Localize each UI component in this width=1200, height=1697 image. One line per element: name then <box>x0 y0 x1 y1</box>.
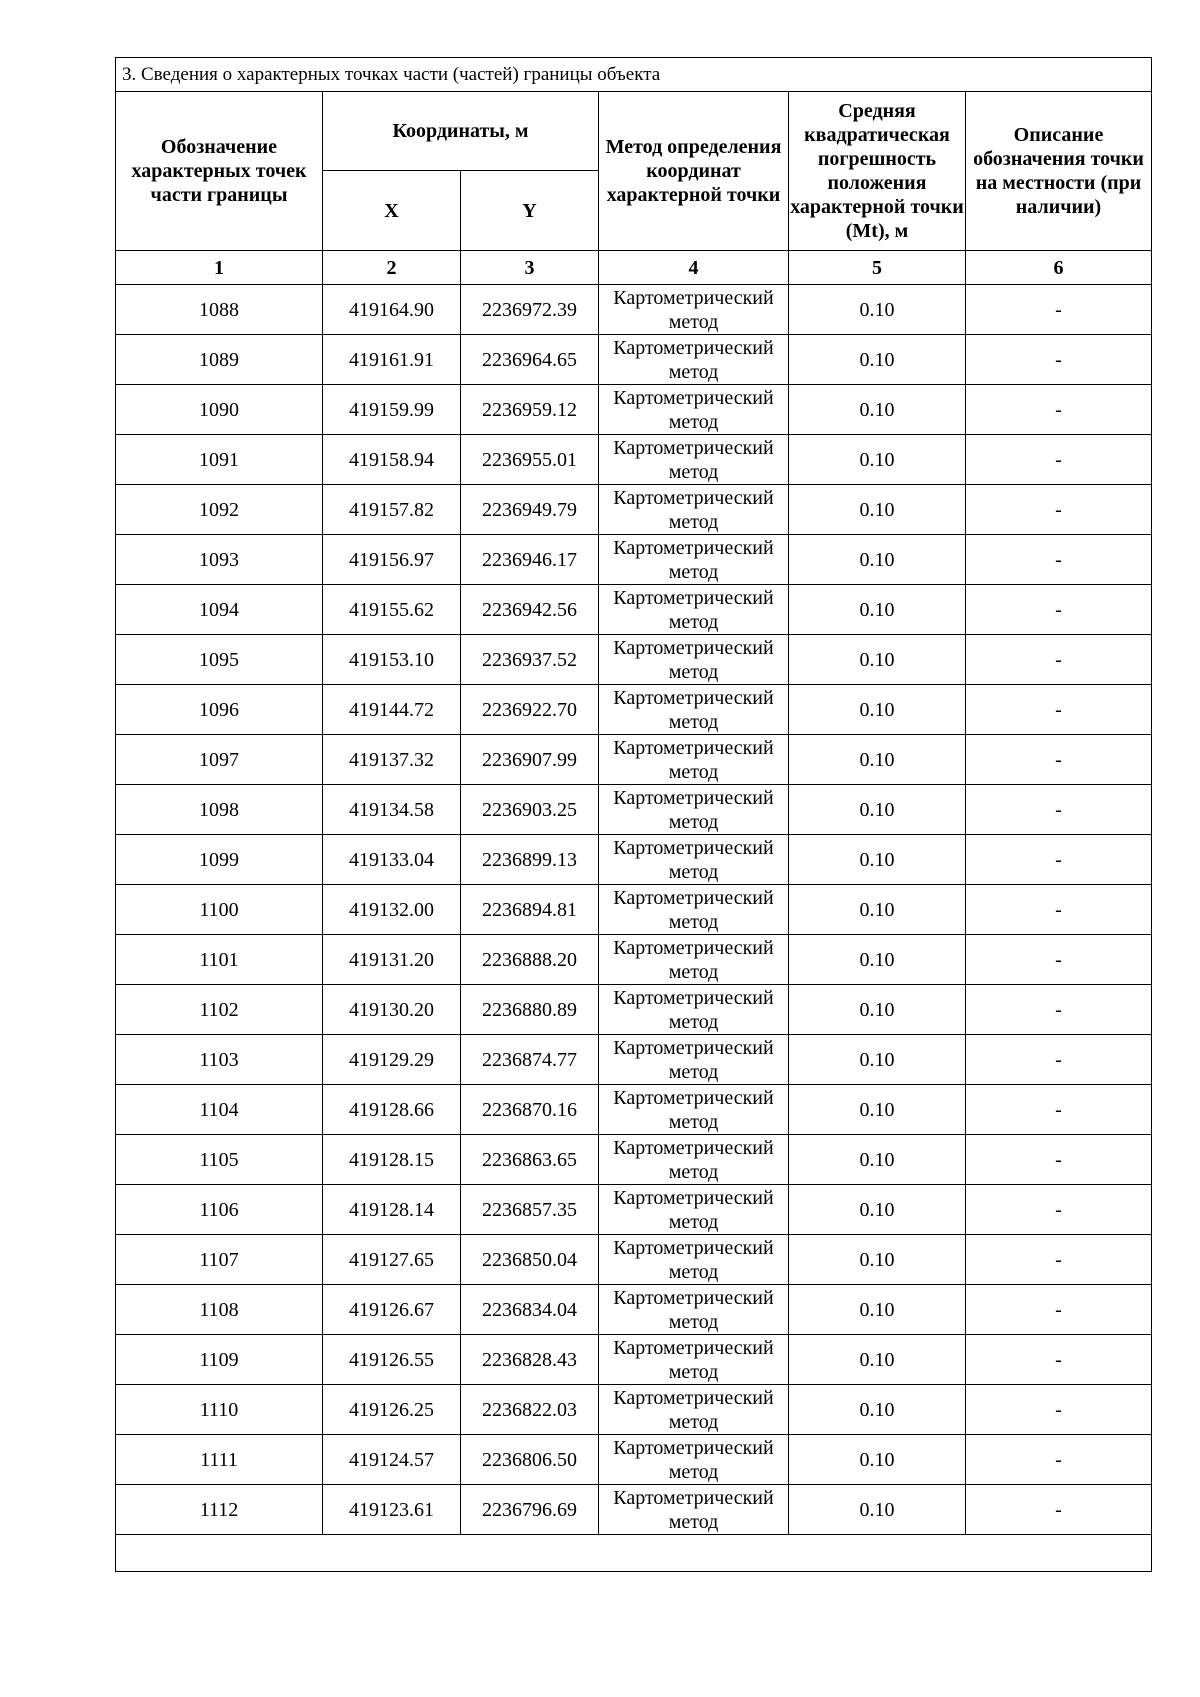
x-coordinate-cell: 419133.04 <box>323 835 461 885</box>
column-number: 4 <box>599 251 789 285</box>
error-cell: 0.10 <box>789 735 966 785</box>
x-coordinate-cell: 419124.57 <box>323 1435 461 1485</box>
method-cell: Картометрический метод <box>599 1485 789 1535</box>
error-cell: 0.10 <box>789 535 966 585</box>
y-coordinate-cell: 2236949.79 <box>461 485 599 535</box>
point-id-cell: 1110 <box>116 1385 323 1435</box>
table-row <box>116 835 1152 885</box>
error-cell: 0.10 <box>789 285 966 335</box>
table-row <box>116 1135 1152 1185</box>
y-coordinate-cell: 2236972.39 <box>461 285 599 335</box>
table-row <box>116 935 1152 985</box>
description-cell: - <box>966 485 1152 535</box>
error-cell: 0.10 <box>789 835 966 885</box>
method-cell: Картометрический метод <box>599 985 789 1035</box>
column-number: 3 <box>461 251 599 285</box>
table-row <box>116 1085 1152 1135</box>
x-coordinate-cell: 419126.55 <box>323 1335 461 1385</box>
header-x: X <box>323 171 461 251</box>
point-id-cell: 1102 <box>116 985 323 1035</box>
point-id-cell: 1089 <box>116 335 323 385</box>
column-number-row <box>116 251 1152 285</box>
point-id-cell: 1112 <box>116 1485 323 1535</box>
table-row <box>116 435 1152 485</box>
method-cell: Картометрический метод <box>599 535 789 585</box>
point-id-cell: 1104 <box>116 1085 323 1135</box>
x-coordinate-cell: 419127.65 <box>323 1235 461 1285</box>
table-row <box>116 735 1152 785</box>
table-row <box>116 685 1152 735</box>
header-y: Y <box>461 171 599 251</box>
y-coordinate-cell: 2236806.50 <box>461 1435 599 1485</box>
y-coordinate-cell: 2236955.01 <box>461 435 599 485</box>
method-cell: Картометрический метод <box>599 1385 789 1435</box>
table-row <box>116 1485 1152 1535</box>
y-coordinate-cell: 2236894.81 <box>461 885 599 935</box>
method-cell: Картометрический метод <box>599 1235 789 1285</box>
y-coordinate-cell: 2236903.25 <box>461 785 599 835</box>
description-cell: - <box>966 1435 1152 1485</box>
table-row <box>116 485 1152 535</box>
error-cell: 0.10 <box>789 385 966 435</box>
table-row <box>116 585 1152 635</box>
point-id-cell: 1094 <box>116 585 323 635</box>
y-coordinate-cell: 2236937.52 <box>461 635 599 685</box>
point-id-cell: 1090 <box>116 385 323 435</box>
table-row <box>116 1285 1152 1335</box>
point-id-cell: 1096 <box>116 685 323 735</box>
x-coordinate-cell: 419137.32 <box>323 735 461 785</box>
point-id-cell: 1099 <box>116 835 323 885</box>
x-coordinate-cell: 419126.25 <box>323 1385 461 1435</box>
method-cell: Картометрический метод <box>599 885 789 935</box>
x-coordinate-cell: 419164.90 <box>323 285 461 335</box>
description-cell: - <box>966 285 1152 335</box>
table-row <box>116 1235 1152 1285</box>
x-coordinate-cell: 419128.15 <box>323 1135 461 1185</box>
method-cell: Картометрический метод <box>599 1135 789 1185</box>
y-coordinate-cell: 2236822.03 <box>461 1385 599 1435</box>
y-coordinate-cell: 2236959.12 <box>461 385 599 435</box>
y-coordinate-cell: 2236870.16 <box>461 1085 599 1135</box>
method-cell: Картометрический метод <box>599 1035 789 1085</box>
header-method: Метод определения координат характерной точки <box>599 92 789 251</box>
point-id-cell: 1107 <box>116 1235 323 1285</box>
description-cell: - <box>966 1385 1152 1435</box>
point-id-cell: 1098 <box>116 785 323 835</box>
method-cell: Картометрический метод <box>599 785 789 835</box>
table-row <box>116 635 1152 685</box>
error-cell: 0.10 <box>789 885 966 935</box>
y-coordinate-cell: 2236796.69 <box>461 1485 599 1535</box>
y-coordinate-cell: 2236850.04 <box>461 1235 599 1285</box>
empty-footer-cell <box>116 1535 1152 1572</box>
y-coordinate-cell: 2236857.35 <box>461 1185 599 1235</box>
method-cell: Картометрический метод <box>599 585 789 635</box>
y-coordinate-cell: 2236922.70 <box>461 685 599 735</box>
error-cell: 0.10 <box>789 785 966 835</box>
error-cell: 0.10 <box>789 1035 966 1085</box>
x-coordinate-cell: 419132.00 <box>323 885 461 935</box>
point-id-cell: 1088 <box>116 285 323 335</box>
y-coordinate-cell: 2236964.65 <box>461 335 599 385</box>
x-coordinate-cell: 419129.29 <box>323 1035 461 1085</box>
method-cell: Картометрический метод <box>599 1435 789 1485</box>
table-row <box>116 1435 1152 1485</box>
description-cell: - <box>966 1485 1152 1535</box>
table-row <box>116 985 1152 1035</box>
x-coordinate-cell: 419128.66 <box>323 1085 461 1135</box>
description-cell: - <box>966 1085 1152 1135</box>
method-cell: Картометрический метод <box>599 935 789 985</box>
table-row <box>116 1035 1152 1085</box>
description-cell: - <box>966 1135 1152 1185</box>
error-cell: 0.10 <box>789 935 966 985</box>
description-cell: - <box>966 635 1152 685</box>
error-cell: 0.10 <box>789 1435 966 1485</box>
method-cell: Картометрический метод <box>599 735 789 785</box>
error-cell: 0.10 <box>789 1385 966 1435</box>
table-row <box>116 535 1152 585</box>
error-cell: 0.10 <box>789 635 966 685</box>
table-row <box>116 335 1152 385</box>
table-row <box>116 1335 1152 1385</box>
y-coordinate-cell: 2236946.17 <box>461 535 599 585</box>
y-coordinate-cell: 2236863.65 <box>461 1135 599 1185</box>
y-coordinate-cell: 2236834.04 <box>461 1285 599 1335</box>
header-description: Описание обозначения точки на местности (при наличии) <box>966 92 1152 251</box>
x-coordinate-cell: 419157.82 <box>323 485 461 535</box>
table-row <box>116 1385 1152 1435</box>
error-cell: 0.10 <box>789 1235 966 1285</box>
x-coordinate-cell: 419161.91 <box>323 335 461 385</box>
column-number: 2 <box>323 251 461 285</box>
description-cell: - <box>966 685 1152 735</box>
table-row <box>116 785 1152 835</box>
error-cell: 0.10 <box>789 1185 966 1235</box>
y-coordinate-cell: 2236942.56 <box>461 585 599 635</box>
description-cell: - <box>966 435 1152 485</box>
description-cell: - <box>966 835 1152 885</box>
point-id-cell: 1109 <box>116 1335 323 1385</box>
x-coordinate-cell: 419158.94 <box>323 435 461 485</box>
column-number: 1 <box>116 251 323 285</box>
description-cell: - <box>966 1035 1152 1085</box>
description-cell: - <box>966 1235 1152 1285</box>
error-cell: 0.10 <box>789 485 966 535</box>
description-cell: - <box>966 1185 1152 1235</box>
error-cell: 0.10 <box>789 1285 966 1335</box>
y-coordinate-cell: 2236907.99 <box>461 735 599 785</box>
description-cell: - <box>966 385 1152 435</box>
description-cell: - <box>966 985 1152 1035</box>
error-cell: 0.10 <box>789 1135 966 1185</box>
error-cell: 0.10 <box>789 1335 966 1385</box>
point-id-cell: 1097 <box>116 735 323 785</box>
table-row <box>116 385 1152 435</box>
point-id-cell: 1108 <box>116 1285 323 1335</box>
point-id-cell: 1091 <box>116 435 323 485</box>
x-coordinate-cell: 419159.99 <box>323 385 461 435</box>
method-cell: Картометрический метод <box>599 385 789 435</box>
header-coordinates: Координаты, м <box>323 92 599 171</box>
error-cell: 0.10 <box>789 435 966 485</box>
method-cell: Картометрический метод <box>599 1185 789 1235</box>
error-cell: 0.10 <box>789 685 966 735</box>
y-coordinate-cell: 2236828.43 <box>461 1335 599 1385</box>
y-coordinate-cell: 2236874.77 <box>461 1035 599 1085</box>
point-id-cell: 1111 <box>116 1435 323 1485</box>
column-number: 5 <box>789 251 966 285</box>
method-cell: Картометрический метод <box>599 685 789 735</box>
error-cell: 0.10 <box>789 585 966 635</box>
description-cell: - <box>966 1285 1152 1335</box>
column-number: 6 <box>966 251 1152 285</box>
description-cell: - <box>966 335 1152 385</box>
x-coordinate-cell: 419144.72 <box>323 685 461 735</box>
x-coordinate-cell: 419131.20 <box>323 935 461 985</box>
header-designation: Обозначение характерных точек части границы <box>116 92 323 251</box>
description-cell: - <box>966 535 1152 585</box>
x-coordinate-cell: 419156.97 <box>323 535 461 585</box>
method-cell: Картометрический метод <box>599 1335 789 1385</box>
method-cell: Картометрический метод <box>599 435 789 485</box>
point-id-cell: 1093 <box>116 535 323 585</box>
y-coordinate-cell: 2236880.89 <box>461 985 599 1035</box>
table-row <box>116 285 1152 335</box>
header-error: Средняя квадратическая погрешность положения характерной точки (Mt), м <box>789 92 966 251</box>
method-cell: Картометрический метод <box>599 485 789 535</box>
x-coordinate-cell: 419134.58 <box>323 785 461 835</box>
y-coordinate-cell: 2236899.13 <box>461 835 599 885</box>
section-title: 3. Сведения о характерных точках части (частей) границы объекта <box>116 58 1152 92</box>
x-coordinate-cell: 419128.14 <box>323 1185 461 1235</box>
x-coordinate-cell: 419153.10 <box>323 635 461 685</box>
error-cell: 0.10 <box>789 1085 966 1135</box>
x-coordinate-cell: 419130.20 <box>323 985 461 1035</box>
error-cell: 0.10 <box>789 1485 966 1535</box>
point-id-cell: 1101 <box>116 935 323 985</box>
description-cell: - <box>966 785 1152 835</box>
point-id-cell: 1106 <box>116 1185 323 1235</box>
table-row <box>116 885 1152 935</box>
description-cell: - <box>966 585 1152 635</box>
point-id-cell: 1095 <box>116 635 323 685</box>
point-id-cell: 1092 <box>116 485 323 535</box>
description-cell: - <box>966 735 1152 785</box>
method-cell: Картометрический метод <box>599 635 789 685</box>
error-cell: 0.10 <box>789 985 966 1035</box>
method-cell: Картометрический метод <box>599 1285 789 1335</box>
x-coordinate-cell: 419155.62 <box>323 585 461 635</box>
section-caption-row <box>116 58 1152 92</box>
description-cell: - <box>966 935 1152 985</box>
x-coordinate-cell: 419123.61 <box>323 1485 461 1535</box>
header-row-1 <box>116 92 1152 171</box>
description-cell: - <box>966 1335 1152 1385</box>
description-cell: - <box>966 885 1152 935</box>
method-cell: Картометрический метод <box>599 335 789 385</box>
point-id-cell: 1105 <box>116 1135 323 1185</box>
method-cell: Картометрический метод <box>599 1085 789 1135</box>
error-cell: 0.10 <box>789 335 966 385</box>
point-id-cell: 1103 <box>116 1035 323 1085</box>
point-id-cell: 1100 <box>116 885 323 935</box>
empty-footer-row <box>116 1535 1152 1572</box>
y-coordinate-cell: 2236888.20 <box>461 935 599 985</box>
characteristic-points-table <box>115 57 1152 1572</box>
method-cell: Картометрический метод <box>599 835 789 885</box>
x-coordinate-cell: 419126.67 <box>323 1285 461 1335</box>
table-row <box>116 1185 1152 1235</box>
method-cell: Картометрический метод <box>599 285 789 335</box>
